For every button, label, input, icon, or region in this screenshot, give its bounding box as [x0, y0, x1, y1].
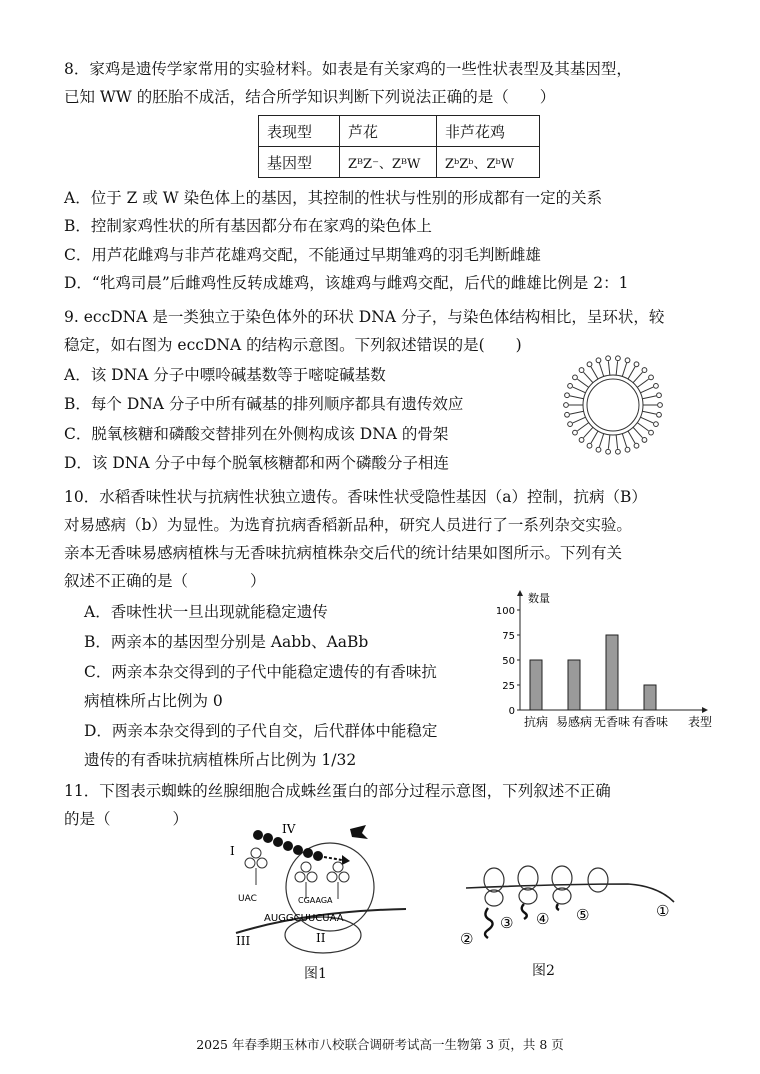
y-axis-label: 数量 [528, 592, 550, 605]
q9-stem-line1: 9. eccDNA 是一类独立于染色体外的环状 DNA 分子，与染色体结构相比，呈环状，较 [64, 308, 665, 326]
q10-stem-line4: 叙述不正确的是（ ） [64, 572, 266, 590]
bar-1 [568, 660, 580, 710]
polypeptide-chain-long [485, 908, 493, 938]
y-tick-label: 50 [502, 656, 515, 667]
q10-option-c-line1: C．两亲本杂交得到的子代中能稳定遗传的有香味抗 [84, 663, 437, 681]
amino-acid-flag-icon [350, 825, 368, 839]
trna-molecules [245, 848, 349, 899]
circled-number-1: ① [656, 902, 670, 920]
q8-option-a: A．位于 Z 或 W 染色体上的基因，其控制的性状与性别的形成都有一定的关系 [64, 189, 603, 207]
table-row-label: 基因型 [259, 147, 340, 178]
y-axis-arrow [517, 590, 523, 596]
q8-stem-line1: 8．家鸡是遗传学家常用的实验材料。如表是有关家鸡的一些性状表型及其基因型， [64, 60, 632, 78]
x-tick-label: 易感病 [555, 715, 593, 729]
q10-option-d-line1: D．两亲本杂交得到的子代自交，后代群体中能稳定 [84, 722, 438, 740]
circled-number-2: ② [460, 930, 474, 948]
q8-stem-line2: 已知 WW 的胚胎不成活，结合所学知识判断下列说法正确的是（ ） [64, 88, 556, 106]
y-tick-label: 75 [502, 631, 515, 642]
q8-option-c: C．用芦花雌鸡与非芦花雄鸡交配，不能通过早期雏鸡的羽毛判断雌雄 [64, 246, 541, 264]
q10-stem-line1: 10．水稻香味性状与抗病性状独立遗传。香味性状受隐性基因（a）控制，抗病（B） [64, 488, 647, 506]
circled-number-3: ③ [500, 914, 514, 932]
q9-option-d: D．该 DNA 分子中每个脱氧核糖都和两个磷酸分子相连 [64, 454, 449, 472]
q9-option-a: A．该 DNA 分子中嘌呤碱基数等于嘧啶碱基数 [64, 366, 386, 384]
q10-stem-line2: 对易感病（b）为显性。为选育抗病香稻新品种，研究人员进行了一系列杂交实验。 [64, 516, 632, 534]
circled-number-5: ⑤ [576, 906, 590, 924]
ribosomes [484, 866, 608, 906]
codon-pair-label: CGAAGA [298, 896, 333, 905]
bar-2 [606, 635, 618, 710]
figure2-caption: 图2 [532, 963, 555, 979]
table-genotype-2: ZᵇZᵇ、ZᵇW [437, 147, 540, 178]
x-tick-label: 抗病 [523, 715, 549, 729]
q10-option-d-line2: 遗传的有香味抗病植株所占比例为 1/32 [84, 751, 357, 769]
label-roman-i: I [230, 844, 235, 858]
peptide-chain [253, 830, 350, 865]
figure1-translation-diagram [228, 815, 428, 965]
bar-3 [644, 685, 656, 710]
label-roman-iv: IV [282, 822, 296, 836]
figure2-polyribosome-diagram [458, 858, 698, 958]
mrna-sequence-label: AUGGCUUCUAA [264, 913, 344, 924]
polypeptide-chain-mid [522, 904, 527, 919]
q10-option-b: B．两亲本的基因型分别是 Aabb、AaBb [84, 633, 369, 651]
y-tick-label: 25 [502, 681, 515, 692]
x-axis-label: 表型 [688, 715, 713, 729]
q8-option-d: D．“牝鸡司晨”后雌鸡性反转成雄鸡，该雄鸡与雌鸡交配，后代的雌雄比例是 2：1 [64, 274, 629, 292]
table-header-col1: 芦花 [340, 116, 437, 147]
y-tick-label: 100 [495, 606, 515, 617]
q11-stem-line2: 的是（ ） [64, 810, 189, 828]
label-roman-ii: II [316, 931, 326, 945]
page-footer: 2025 年春季期玉林市八校联合调研考试高一生物第 3 页，共 8 页 [196, 1037, 564, 1052]
q9-option-c: C．脱氧核糖和磷酸交替排列在外侧构成该 DNA 的骨架 [64, 425, 449, 443]
q9-stem-line2: 稳定，如右图为 eccDNA 的结构示意图。下列叙述错误的是( ) [64, 336, 522, 354]
q8-trait-table [258, 115, 540, 178]
q10-stem-line3: 亲本无香味易感病植株与无香味抗病植株杂交后代的统计结果如图所示。下列有关 [64, 544, 623, 562]
anticodon-label: UAC [238, 894, 257, 904]
figure1-caption: 图1 [304, 966, 327, 982]
circled-number-4: ④ [536, 910, 550, 928]
table-header-col2: 非芦花鸡 [437, 116, 540, 147]
label-roman-iii: III [236, 934, 251, 948]
eccdna-ring-diagram [548, 350, 678, 460]
q9-option-b: B．每个 DNA 分子中所有碱基的排列顺序都具有遗传效应 [64, 395, 464, 413]
bar-0 [530, 660, 542, 710]
x-tick-label: 无香味 [593, 715, 631, 729]
x-axis-arrow [702, 707, 708, 713]
x-tick-label: 有香味 [631, 715, 669, 729]
q10-option-a: A．香味性状一旦出现就能稳定遗传 [84, 603, 328, 621]
q10-option-c-line2: 病植株所占比例为 0 [84, 692, 223, 710]
polypeptide-chain-short [557, 904, 559, 910]
phenotype-bar-chart [488, 582, 718, 732]
y-tick-label: 0 [508, 706, 515, 717]
q8-option-b: B．控制家鸡性状的所有基因都分布在家鸡的染色体上 [64, 217, 432, 235]
table-header-label: 表现型 [259, 116, 340, 147]
q11-stem-line1: 11．下图表示蜘蛛的丝腺细胞合成蛛丝蛋白的部分过程示意图，下列叙述不正确 [64, 782, 611, 800]
table-genotype-1: ZᴮZ⁻、ZᴮW [340, 147, 437, 178]
